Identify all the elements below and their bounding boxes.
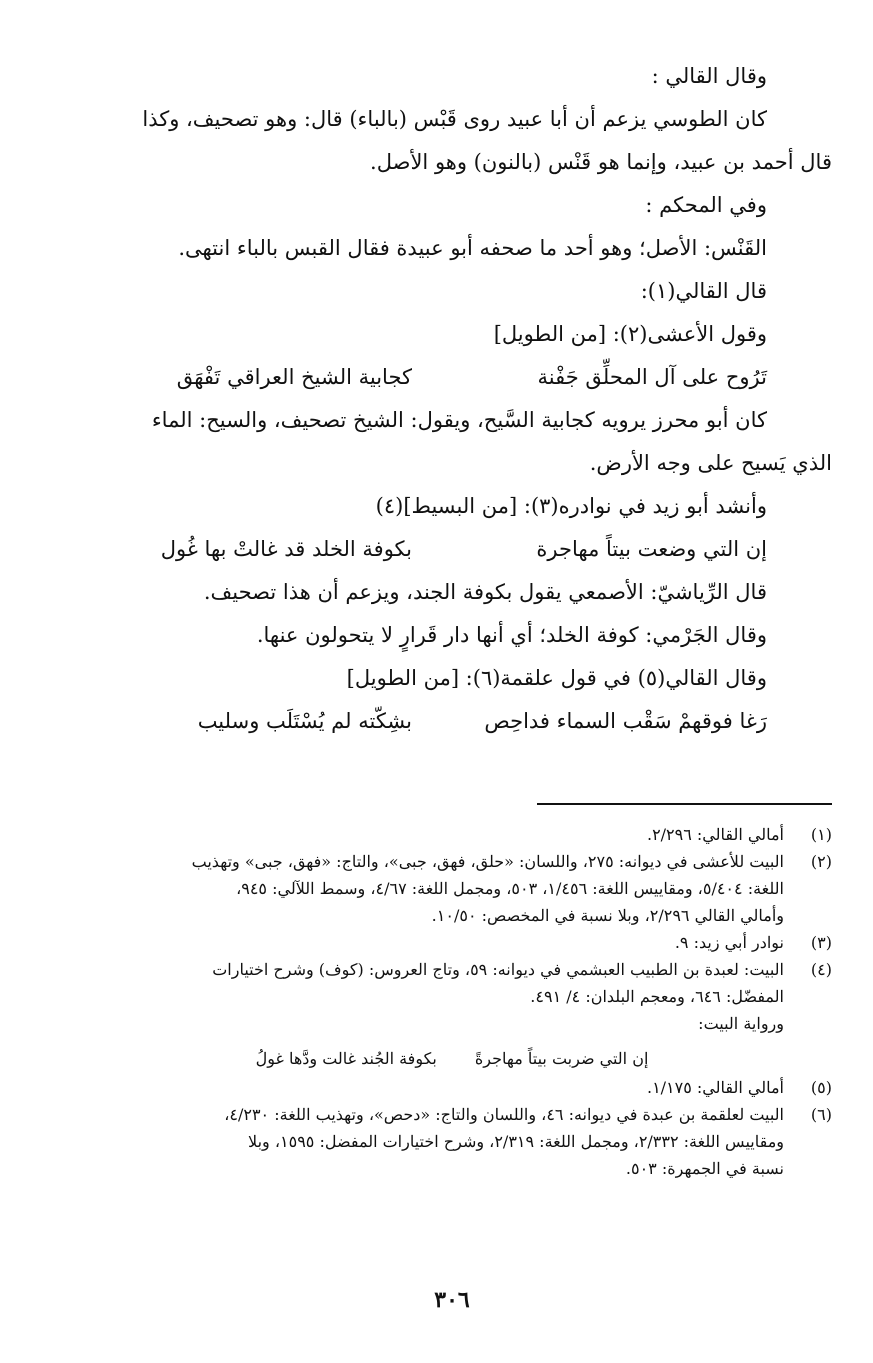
verse-second-hemistich: بكوفة الخلد قد غالتْ بها غُول — [160, 537, 412, 561]
footnote-line — [72, 983, 832, 1010]
footnote-number: (٢) — [810, 852, 832, 871]
footnote-text: البيت للأعشى في ديوانه: ٢٧٥، واللسان: «حلق، فهق، جبى»، والتاج: «فهق، جبى» وتهذيب — [191, 852, 784, 871]
footnote-text: ورواية البيت: — [698, 1014, 784, 1033]
footnote-line — [72, 1155, 832, 1182]
footnote-text: ومقاييس اللغة: ٢/٣٣٢، ومجمل اللغة: ٢/٣١٩، وشرح اختيارات المفضل: ١٥٩٥، وبلا — [248, 1132, 784, 1151]
text-line: وقال الجَرْمي: كوفة الخلد؛ أي أنها دار قَرارٍ لا يتحولون عنها. — [256, 623, 767, 647]
footnote-line — [72, 1128, 832, 1155]
text-line: قال القالي(١): — [640, 279, 767, 303]
verse-first-hemistich: تَرُوح على آل المحلِّق جَفْنة — [537, 365, 767, 389]
text-line: الذي يَسيح على وجه الأرض. — [589, 451, 832, 475]
text-line: كان الطوسي يزعم أن أبا عبيد روى قَبْس (بالباء) قال: وهو تصحيف، وكذا — [142, 107, 767, 131]
poem-verse — [72, 356, 832, 399]
footnote-text: نسبة في الجمهرة: ٥٠٣. — [625, 1159, 784, 1178]
verse-second-hemistich: كجابية الشيخ العراقي تَفْهَق — [176, 365, 412, 389]
footnotes — [72, 821, 832, 1182]
text-line: وقال القالي : — [651, 64, 767, 88]
footnote-line — [72, 848, 832, 875]
verse-second-hemistich: بكوفة الجُند غالت ودَّها غولُ — [255, 1049, 437, 1068]
main-text — [72, 55, 832, 743]
footnote-verse — [72, 1037, 832, 1074]
footnote-number: (١) — [810, 825, 832, 844]
footnote-text: المفضّل: ٦٤٦، ومعجم البلدان: ٤/ ٤٩١. — [530, 987, 784, 1006]
text-line: قال الرِّياشيّ: الأصمعي يقول بكوفة الجند، ويزعم أن هذا تصحيف. — [203, 580, 767, 604]
footnote-text: وأمالي القالي ٢/٢٩٦، وبلا نسبة في المخصص: ١٠/٥٠. — [431, 906, 784, 925]
footnote-line — [72, 1010, 832, 1037]
poem-verse — [72, 528, 832, 571]
verse-first-hemistich: إن التي وضعت بيتاً مهاجرة — [536, 537, 767, 561]
footnote-line — [72, 1074, 832, 1101]
text-line: كان أبو محرز يرويه كجابية السَّيح، ويقول: الشيخ تصحيف، والسيح: الماء — [151, 408, 767, 432]
footnote-number: (٣) — [810, 933, 832, 952]
document-page — [72, 55, 832, 1345]
footnote-text: اللغة: ٥/٤٠٤، ومقاييس اللغة: ١/٤٥٦، ٥٠٣، ومجمل اللغة: ٤/٦٧، وسمط اللآلي: ٩٤٥، — [236, 879, 784, 898]
poem-verse — [72, 700, 832, 743]
text-line: وقال القالي(٥) في قول علقمة(٦): [من الطويل] — [346, 666, 767, 690]
footnote-line — [72, 875, 832, 902]
footnote-text: أمالي القالي: ٢/٢٩٦. — [646, 825, 784, 844]
footnote-text: نوادر أبي زيد: ٩. — [674, 933, 784, 952]
footnote-line — [72, 956, 832, 983]
page-number: ٣٠٦ — [434, 1287, 470, 1313]
footnote-line — [72, 902, 832, 929]
footnote-separator — [537, 803, 832, 805]
footnote-line — [72, 821, 832, 848]
text-line: وقول الأعشى(٢): [من الطويل] — [493, 322, 767, 346]
verse-second-hemistich: بشِكّته لم يُسْتَلَب وسليب — [197, 709, 412, 733]
footnote-number: (٥) — [810, 1078, 832, 1097]
text-line: وفي المحكم : — [645, 193, 767, 217]
verse-first-hemistich: إن التي ضربت بيتاً مهاجرةً — [474, 1049, 649, 1068]
footnote-number: (٦) — [810, 1105, 832, 1124]
footnote-line — [72, 929, 832, 956]
verse-first-hemistich: رَغا فوقهمْ سَقْب السماء فداحِص — [484, 709, 767, 733]
footnote-text: أمالي القالي: ١/١٧٥. — [646, 1078, 784, 1097]
footnote-line — [72, 1101, 832, 1128]
footnote-text: البيت لعلقمة بن عبدة في ديوانه: ٤٦، واللسان والتاج: «دحص»، وتهذيب اللغة: ٤/٢٣٠، — [224, 1105, 784, 1124]
footnote-text: البيت: لعبدة بن الطبيب العبشمي في ديوانه: ٥٩، وتاج العروس: (كوف) وشرح اختيارات — [212, 960, 784, 979]
text-line: القَنْس: الأصل؛ وهو أحد ما صحفه أبو عبيدة فقال القبس بالباء انتهى. — [178, 236, 767, 260]
text-line: وأنشد أبو زيد في نوادره(٣): [من البسيط](٤) — [375, 494, 767, 518]
footnote-number: (٤) — [810, 960, 832, 979]
text-line: قال أحمد بن عبيد، وإنما هو قَنْس (بالنون) وهو الأصل. — [370, 150, 832, 174]
